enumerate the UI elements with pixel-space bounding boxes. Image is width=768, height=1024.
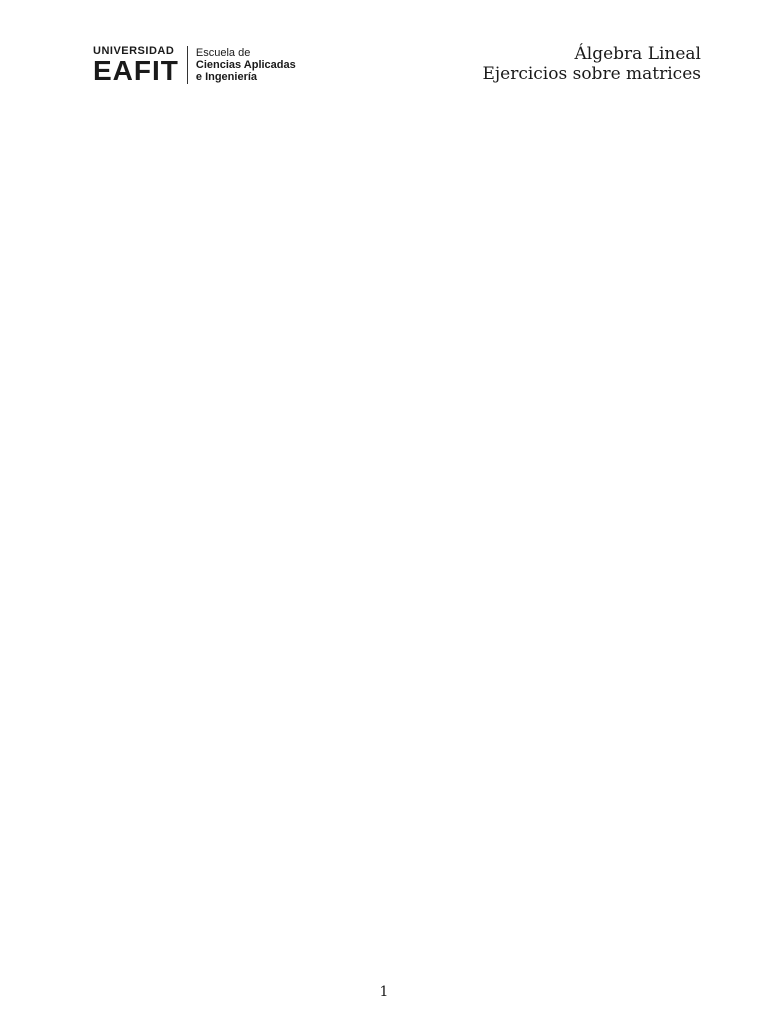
logo-line1: UNIVERSIDAD	[93, 45, 175, 57]
university-logo	[93, 43, 296, 87]
logo-line2: EAFIT	[93, 55, 179, 86]
course-title: Álgebra Lineal	[574, 44, 701, 64]
school-line3: e Ingeniería	[195, 71, 258, 83]
page-number: 1	[379, 984, 389, 1000]
sheet-title: Ejercicios sobre matrices	[482, 64, 701, 84]
school-line1: Escuela de	[195, 47, 251, 59]
header-titles	[482, 44, 701, 84]
school-line2: Ciencias Aplicadas	[195, 59, 296, 71]
logo-divider	[187, 46, 188, 84]
